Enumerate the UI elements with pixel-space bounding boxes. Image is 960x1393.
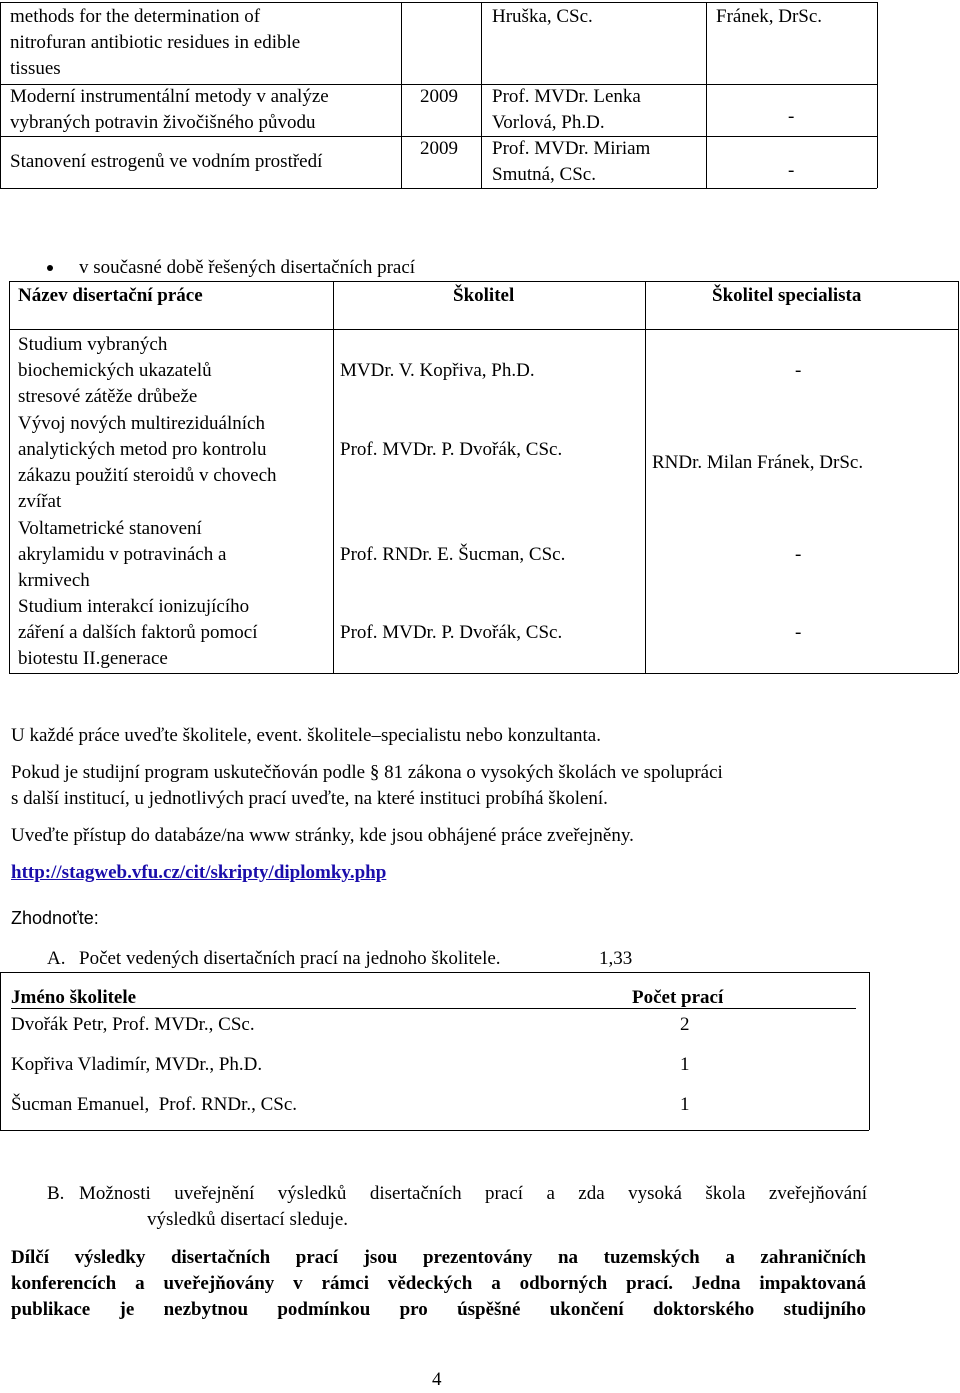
header-supervisor: Školitel xyxy=(453,285,515,306)
header-thesis-count: Počet prací xyxy=(632,987,724,1008)
section-b-bold-line3: publikace je nezbytnou podmínkou pro úspěšné ukončení doktorského studijního xyxy=(11,1299,866,1320)
thesis-specialist-cell: RNDr. Milan Fránek, DrSc. xyxy=(652,452,864,473)
thesis-specialist-cell: - xyxy=(795,622,802,643)
top-table-year-cell: 2009 xyxy=(420,86,458,107)
supervisor-name-cell: Dvořák Petr, Prof. MVDr., CSc. xyxy=(11,1014,255,1035)
thesis-supervisor-cell: Prof. RNDr. E. Šucman, CSc. xyxy=(340,544,566,565)
thesis-specialist-cell: - xyxy=(795,544,802,565)
section-a-label: A. xyxy=(47,948,66,969)
section-a-value: 1,33 xyxy=(599,948,633,969)
section-a-text: Počet vedených disertačních prací na jednoho školitele. xyxy=(79,948,501,969)
section-b-label: B. xyxy=(47,1183,65,1204)
top-table-title-cell: Stanovení estrogenů ve vodním prostředí xyxy=(10,151,323,172)
thesis-count-cell: 1 xyxy=(680,1054,690,1075)
thesis-specialist-cell: - xyxy=(795,360,802,381)
note-database-access: Uveďte přístup do databáze/na www stránky, kde jsou obhájené práce zveřejněny. xyxy=(11,825,634,846)
thesis-supervisor-cell: MVDr. V. Kopřiva, Ph.D. xyxy=(340,360,535,381)
thesis-title-cell: Studium vybraných biochemických ukazatelů stresové zátěže drůbeže xyxy=(18,334,212,407)
supervisor-name-cell: Šucman Emanuel, Prof. RNDr., CSc. xyxy=(11,1094,298,1115)
header-supervisor-name: Jméno školitele xyxy=(11,987,137,1008)
header-title: Název disertační práce xyxy=(18,285,203,306)
thesis-count-cell: 2 xyxy=(680,1014,690,1035)
bullet-icon xyxy=(47,265,53,271)
thesis-title-cell: Vývoj nových multireziduálních analytických metod pro kontrolu zákazu použití steroidů v chovech zvířat xyxy=(18,413,277,512)
thesis-supervisor-cell: Prof. MVDr. P. Dvořák, CSc. xyxy=(340,622,563,643)
page-number: 4 xyxy=(432,1369,442,1390)
top-table-title-cell: methods for the determination of nitrofuran antibiotic residues in edible tissues xyxy=(10,6,301,79)
note-supervisor-info: U každé práce uveďte školitele, event. školitele–specialistu nebo konzultanta. xyxy=(11,725,601,746)
section-bullet-label: v současné době řešených disertačních prací xyxy=(79,257,416,278)
section-b-bold-line1: Dílčí výsledky disertačních prací jsou prezentovány na tuzemských a zahraničních xyxy=(11,1247,866,1268)
top-table-title-cell: Moderní instrumentální metody v analýze vybraných potravin živočišného původu xyxy=(10,86,329,133)
thesis-supervisor-cell: Prof. MVDr. P. Dvořák, CSc. xyxy=(340,439,563,460)
thesis-title-cell: Studium interakcí ionizujícího záření a dalších faktorů pomocí biotestu II.generace xyxy=(18,596,258,669)
note-cooperation-line1: Pokud je studijní program uskutečňován podle § 81 zákona o vysokých školách ve spolupráci xyxy=(11,762,723,783)
evaluate-heading: Zhodnoťte: xyxy=(11,908,99,928)
section-b-line1: Možnosti uveřejnění výsledků disertačních prací a zda vysoká škola zveřejňování xyxy=(79,1183,867,1204)
supervisor-name-cell: Kopřiva Vladimír, MVDr., Ph.D. xyxy=(11,1054,263,1075)
thesis-title-cell: Voltametrické stanovení akrylamidu v potravinách a krmivech xyxy=(18,518,227,591)
top-table-year-cell: 2009 xyxy=(420,138,458,159)
top-table-supervisor-cell: Prof. MVDr. Miriam Smutná, CSc. xyxy=(492,138,651,185)
section-b-line2: výsledků disertací sleduje. xyxy=(147,1209,349,1230)
note-cooperation-line2: s další institucí, u jednotlivých prací uveďte, na které instituci probíhá školení. xyxy=(11,788,608,809)
top-table-specialist-cell: - xyxy=(788,160,795,181)
top-table-supervisor-cell: Hruška, CSc. xyxy=(492,6,593,27)
thesis-count-cell: 1 xyxy=(680,1094,690,1115)
top-table-specialist-cell: - xyxy=(788,106,795,127)
top-table-supervisor-cell: Prof. MVDr. Lenka Vorlová, Ph.D. xyxy=(492,86,641,133)
theses-database-link[interactable]: http://stagweb.vfu.cz/cit/skripty/diplomky.php xyxy=(11,862,387,883)
top-table-specialist-cell: Fránek, DrSc. xyxy=(716,6,823,27)
header-specialist: Školitel specialista xyxy=(712,285,862,306)
section-b-bold-line2: konferencích a uveřejňovány v rámci vědeckých a odborných prací. Jedna impaktovaná xyxy=(11,1273,866,1294)
